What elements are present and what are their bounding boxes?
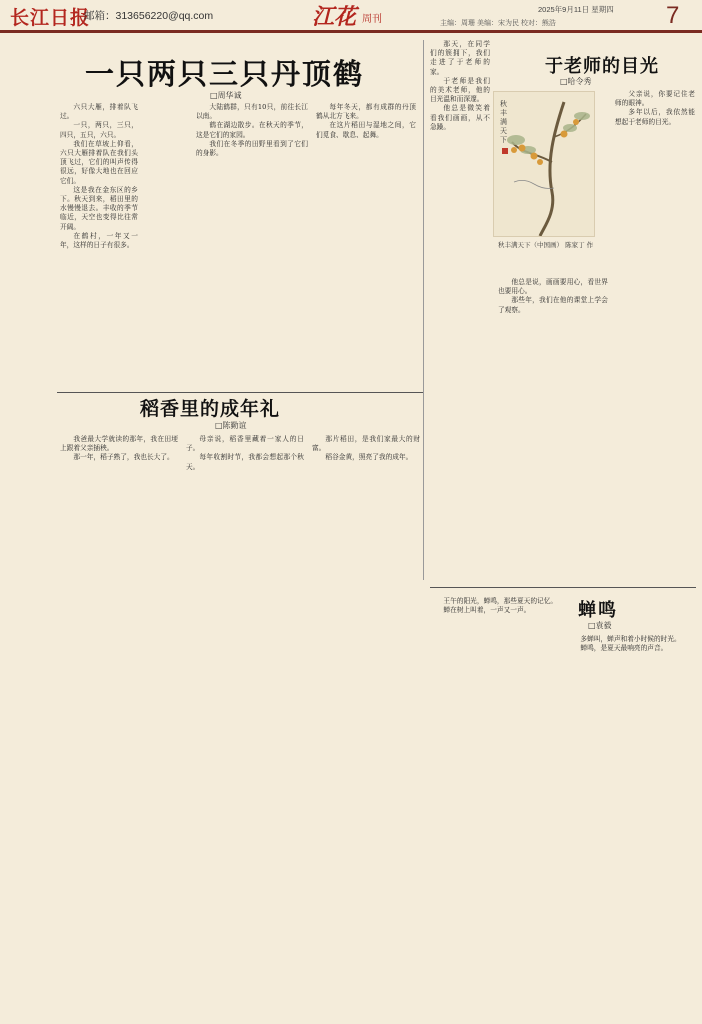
column-title: 江花 [312, 4, 357, 30]
paragraph: 我们在冬季的田野里看到了它们的身影。 [196, 139, 308, 158]
column-divider [423, 40, 424, 580]
ink-painting-illustration [494, 92, 594, 236]
painting-image [493, 91, 595, 237]
article-2-column-3 [615, 90, 695, 560]
paragraph: 我们在草坡上仰看，六只大雁排着队在我们头顶飞过，它们的叫声传得很远，好像大地也在回应它们。 [60, 139, 138, 185]
paragraph: 他总是微笑着看我们画画，从不急躁。 [430, 104, 490, 131]
article-4-title: 蝉鸣 [578, 600, 618, 621]
article-1-column-3 [316, 103, 416, 389]
svg-text:满: 满 [500, 118, 507, 126]
paragraph: 蝉在树上叫着，一声又一声。 [443, 606, 531, 615]
article-2-byline: □哈令秀 [560, 77, 592, 86]
issue-date: 2025年9月11日 星期四 [538, 5, 614, 14]
newspaper-logo: 长江日报 [10, 7, 91, 29]
paragraph: 多蝉叫，蝉声和着小时候的时光。 [580, 635, 681, 643]
section-divider [57, 392, 423, 393]
paragraph: 蝉鸣，是夏天最响亮的声音。 [580, 644, 668, 653]
page-number: 7 [666, 2, 680, 29]
paragraph: 六只大雁，排着队飞过。 [60, 103, 138, 121]
paragraph: 这是我在金东区的乡下。秋天到来，稻田里的水慢慢退去。丰收的季节临近，天空也变得比往常开阔。 [60, 185, 138, 231]
paragraph: 鹤在湖边散步。在秋天的季节，这是它们的家园。 [196, 121, 308, 139]
article-3-column-3 [312, 435, 420, 1015]
paragraph: 那一年，稻子熟了，我也长大了。 [73, 453, 174, 462]
article-1-title: 一只两只三只丹顶鹤 [85, 57, 365, 91]
svg-text:丰: 丰 [500, 109, 507, 117]
painting-caption: 秋丰满天下（中国画） 陈家丁 作 [498, 241, 594, 249]
paragraph: 多年以后，我依然能想起于老师的目光。 [615, 108, 695, 126]
masthead-rule [0, 30, 702, 32]
paragraph: 大陆鹤群，只有10只，前往长江以南。 [196, 103, 308, 121]
paragraph: 那些年，我们在他的课堂上学会了观察。 [498, 296, 608, 314]
svg-text:天: 天 [500, 127, 507, 135]
article-3-column-1 [60, 435, 178, 1015]
article-4-column-1 [430, 597, 560, 1017]
article-1-column-2 [196, 103, 308, 389]
section-divider [430, 587, 696, 588]
paragraph: 稻谷金黄，照亮了我的成年。 [325, 453, 413, 462]
article-3-title: 稻香里的成年礼 [140, 398, 281, 420]
paragraph: 每年收割时节，我都会想起那个秋天。 [186, 453, 304, 471]
editorial-staff: 主编：周珊 美编：宋为民 校对：熊浩 [440, 20, 556, 27]
article-2-title: 于老师的目光 [545, 56, 659, 77]
contact-email: 邮箱：313656220@qq.com [84, 10, 214, 22]
paragraph: 我爸最大学就读的那年，我在田埂上跟着父亲插秧。 [60, 435, 178, 453]
paragraph: 他总是说，画画要用心，看世界也要用心。 [498, 278, 608, 296]
paragraph: 一只，两只，三只，四只，五只，六只。 [60, 121, 138, 139]
article-3-column-2 [186, 435, 304, 1015]
paragraph: 王午的阳光，蝉鸣，那些夏天的记忆。 [443, 597, 558, 605]
column-weekly-label: 周刊 [362, 14, 382, 25]
paragraph: 那天，在同学们的簇拥下，我们走进了于老师的家。 [430, 40, 490, 76]
article-2-column-1 [430, 40, 490, 560]
paragraph: 母亲说，稻香里藏着一家人的日子。 [186, 435, 304, 453]
paragraph: 那片稻田，是我们家最大的财富。 [312, 435, 420, 453]
article-1-column-1 [60, 103, 138, 389]
article-2-column-2 [498, 278, 608, 558]
paragraph: 于老师是我们的美术老师，他的目光温和而深邃。 [430, 76, 490, 104]
masthead [0, 0, 702, 33]
article-3-byline: □陈勤谊 [215, 421, 247, 430]
paragraph: 在鹤村，一年又一年，这样的日子有很多。 [60, 231, 138, 250]
article-1-byline: □周华诚 [210, 91, 242, 100]
svg-text:下: 下 [500, 136, 507, 144]
article-4-byline: □袁毅 [588, 621, 612, 630]
article-4-column-2 [567, 635, 695, 1017]
paragraph: 在这片稻田与湿地之间，它们觅食、歇息、起舞。 [316, 121, 416, 139]
paragraph: 每年冬天，都有成群的丹顶鹤从北方飞来。 [316, 103, 416, 121]
paragraph: 父亲说，你要记住老师的眼神。 [615, 90, 695, 108]
svg-text:秋: 秋 [500, 100, 507, 108]
